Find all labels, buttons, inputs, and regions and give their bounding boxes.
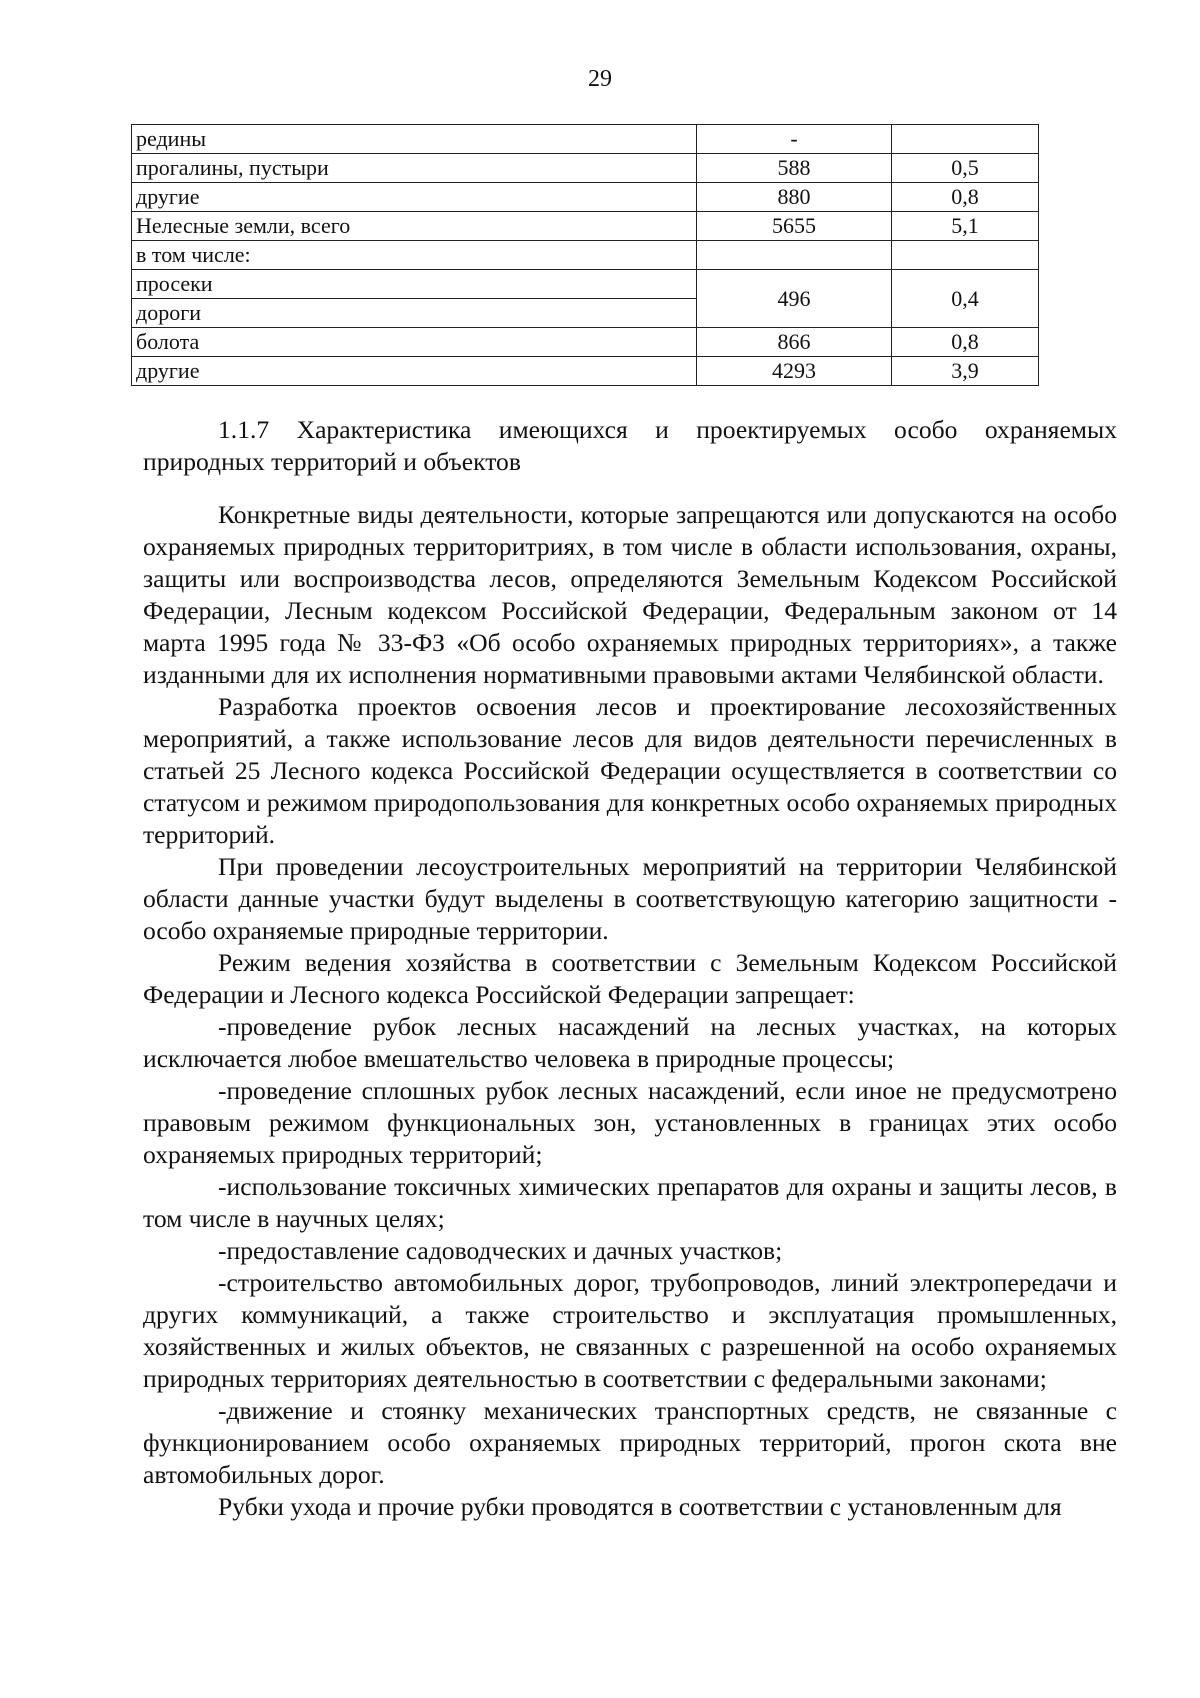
table-cell-name: болота (132, 328, 697, 357)
table-row (132, 183, 1039, 212)
table-cell-name: Нелесные земли, всего (132, 212, 697, 241)
table-cell-name: другие (132, 183, 697, 212)
table-cell-percent (892, 125, 1039, 154)
table-cell-name: другие (132, 357, 697, 386)
table-cell-name: дороги (132, 299, 697, 328)
table-cell-name: редины (132, 125, 697, 154)
table-row (132, 125, 1039, 154)
table-cell-area: 880 (697, 183, 892, 212)
table-cell-area: - (697, 125, 892, 154)
list-item: -проведение рубок лесных насаждений на лесных участках, на которых исключается любое вмешательство человека в природные процессы; (143, 1012, 1117, 1073)
table-row (132, 154, 1039, 183)
table-cell-area: 4293 (697, 357, 892, 386)
table-cell-name: в том числе: (132, 241, 697, 270)
table-cell-area (697, 241, 892, 270)
table-cell-percent: 0,8 (892, 328, 1039, 357)
list-item: -движение и стоянку механических транспортных средств, не связанные с функционированием особо охраняемых природных территорий, прогон скота вне автомобильных дорог. (143, 1396, 1117, 1489)
table-cell-area: 5655 (697, 212, 892, 241)
document-body (143, 414, 1117, 1523)
table-cell-percent: 0,8 (892, 183, 1039, 212)
paragraph: Разработка проектов освоения лесов и проектирование лесохозяйственных мероприятий, а также использование лесов для видов деятельности перечисленных в статьей 25 Лесного кодекса Российской Федерации осуществляется в соответствии со статусом и режимом природопользования для конкретных особо охраняемых природных территорий. (143, 692, 1117, 849)
table-row (132, 357, 1039, 386)
paragraph: При проведении лесоустроительных мероприятий на территории Челябинской области данные участки будут выделены в соответствующую категорию защитности - особо охраняемые природные территории. (143, 852, 1117, 945)
list-item: -строительство автомобильных дорог, трубопроводов, линий электропередачи и других коммуникаций, а также строительство и эксплуатация промышленных, хозяйственных и жилых объектов, не связанных с разрешенной на особо охраняемых природных территориях деятельностью в соответствии с федеральными законами; (143, 1268, 1117, 1393)
table-row (132, 212, 1039, 241)
paragraph: Режим ведения хозяйства в соответствии с Земельным Кодексом Российской Федерации и Лесного кодекса Российской Федерации запрещает: (143, 948, 1117, 1009)
table-row (132, 241, 1039, 270)
section-heading: 1.1.7 Характеристика имеющихся и проектируемых особо охраняемых природных территорий и объектов (143, 415, 1117, 476)
table-cell-percent (892, 241, 1039, 270)
list-item: -проведение сплошных рубок лесных насаждений, если иное не предусмотрено правовым режимом функциональных зон, установленных в границах этих особо охраняемых природных территорий; (143, 1076, 1117, 1169)
table-cell-area: 866 (697, 328, 892, 357)
paragraph: Рубки ухода и прочие рубки проводятся в соответствии с установленным для (218, 1492, 1062, 1521)
land-category-table (131, 124, 1039, 386)
table-cell-name: просеки (132, 270, 697, 299)
list-item: -предоставление садоводческих и дачных участков; (218, 1236, 783, 1265)
table-cell-area: 588 (697, 154, 892, 183)
table-cell-name: прогалины, пустыри (132, 154, 697, 183)
paragraph: Конкретные виды деятельности, которые запрещаются или допускаются на особо охраняемых природных территоритриях, в том числе в области использования, охраны, защиты или воспроизводства лесов, определяются Земельным Кодексом Российской Федерации, Лесным кодексом Российской Федерации, Федеральным законом от 14 марта 1995 года № 33-ФЗ «Об особо охраняемых природных территориях», а также изданными для их исполнения нормативными правовыми актами Челябинской области. (143, 500, 1117, 689)
table-cell-percent: 0,5 (892, 154, 1039, 183)
table-cell-percent: 3,9 (892, 357, 1039, 386)
table-cell-area: 496 (697, 270, 892, 328)
list-item: -использование токсичных химических препаратов для охраны и защиты лесов, в том числе в научных целях; (143, 1172, 1117, 1233)
table-cell-percent: 0,4 (892, 270, 1039, 328)
table-row (132, 270, 1039, 299)
table-row (132, 328, 1039, 357)
table-cell-percent: 5,1 (892, 212, 1039, 241)
page-number: 29 (588, 66, 612, 92)
